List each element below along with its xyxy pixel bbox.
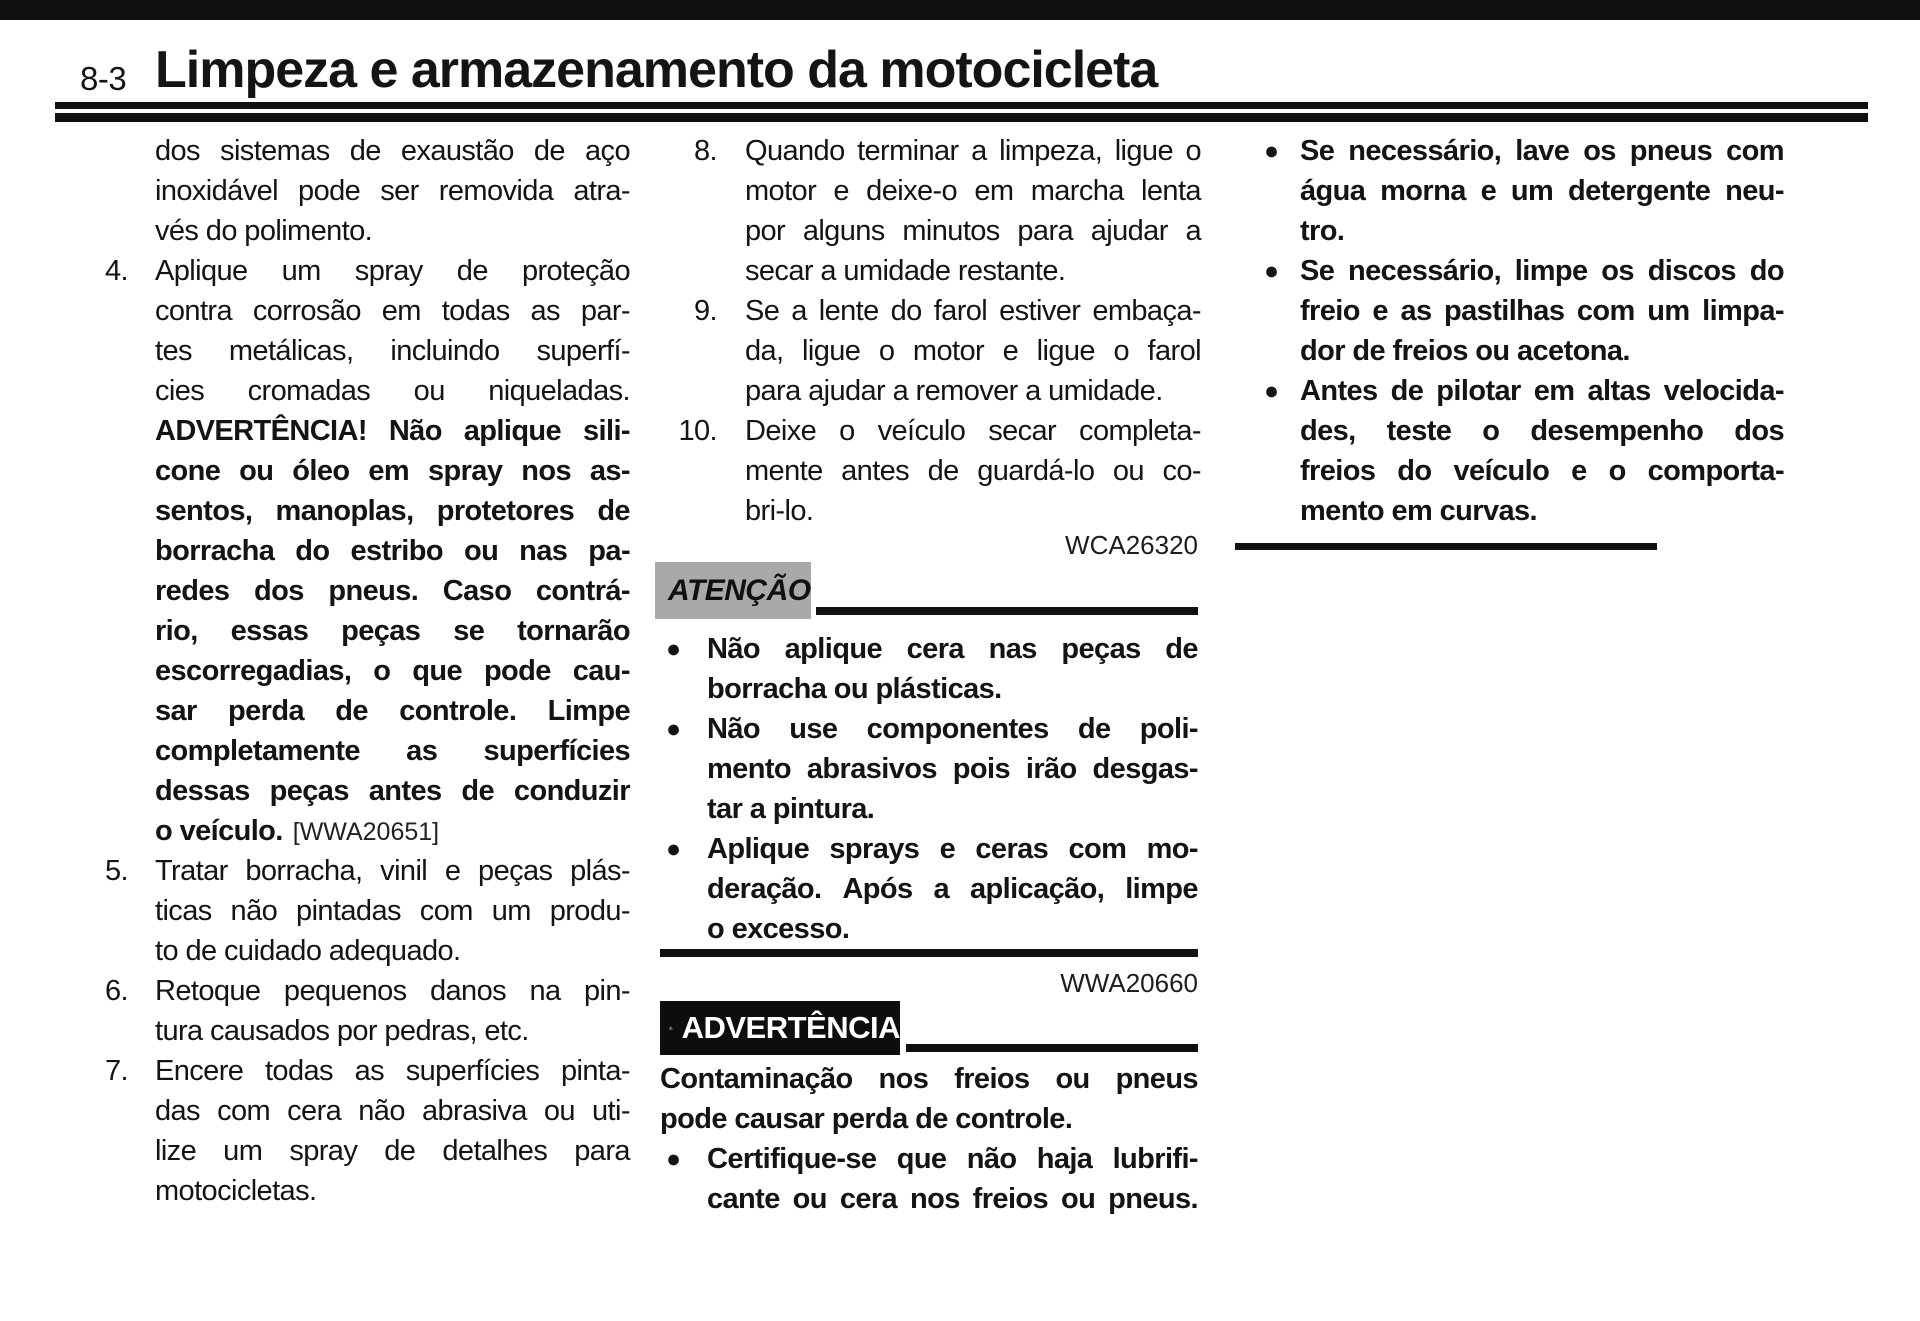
attention-label: ATENÇÃO <box>668 574 811 607</box>
line-text: to de cuidado adequado. <box>155 935 461 967</box>
bullet-icon: ● <box>666 1145 681 1173</box>
text-line <box>103 691 630 731</box>
line-text: dor de freios ou acetona. <box>1300 335 1630 367</box>
line-text: tar a pintura. <box>707 793 875 825</box>
line-text: freios do veículo e o comporta- <box>1300 455 1784 487</box>
line-text: o veículo. [WWA20651] <box>155 815 440 847</box>
text-line <box>103 331 630 371</box>
warning-triangle-icon <box>669 1008 673 1048</box>
text-line <box>103 731 630 771</box>
line-text: mento abrasivos pois irão desgas- <box>707 753 1198 785</box>
text-line <box>673 371 1201 411</box>
text-line <box>1264 411 1784 451</box>
text-line <box>103 811 630 851</box>
column-3-divider-rule <box>1235 543 1657 550</box>
text-line <box>660 1099 1198 1139</box>
text-line <box>660 829 1198 869</box>
line-text: água morna e um detergente neu- <box>1300 175 1784 207</box>
line-text: Certifique-se que não haja lubrifi- <box>707 1143 1198 1175</box>
text-line <box>660 1179 1198 1219</box>
line-text: Contaminação nos freios ou pneus <box>660 1063 1198 1095</box>
line-text: borracha ou plásticas. <box>707 673 1002 705</box>
line-text: por alguns minutos para ajudar a <box>745 215 1201 247</box>
column-3-bullet-list <box>1264 131 1784 531</box>
text-line <box>1264 371 1784 411</box>
bullet-icon: ● <box>666 715 681 743</box>
list-number: 5. <box>105 855 128 887</box>
line-text: Se necessário, lave os pneus com <box>1300 135 1784 167</box>
text-line <box>103 931 630 971</box>
text-line <box>103 1091 630 1131</box>
line-text: cante ou cera nos freios ou pneus. <box>707 1183 1198 1215</box>
inline-document-code: [WWA20651] <box>292 818 440 846</box>
header-rule-thin <box>55 102 1868 109</box>
line-text: tura causados por pedras, etc. <box>155 1015 529 1047</box>
text-line <box>1264 171 1784 211</box>
text-line <box>660 909 1198 949</box>
line-text: motor e deixe-o em marcha lenta <box>745 175 1201 207</box>
text-line <box>673 291 1201 331</box>
line-text: Tratar borracha, vinil e peças plás- <box>155 855 630 887</box>
bullet-icon: ● <box>666 635 681 663</box>
line-text: vés do polimento. <box>155 215 373 247</box>
text-line <box>103 211 630 251</box>
text-line <box>660 1139 1198 1179</box>
line-text: rio, essas peças se tornarão <box>155 615 630 647</box>
text-line <box>1264 251 1784 291</box>
text-line <box>103 251 630 291</box>
page-number: 8-3 <box>80 60 127 97</box>
text-line <box>103 451 630 491</box>
bullet-icon: ● <box>1264 257 1279 285</box>
text-line <box>103 1131 630 1171</box>
line-text: Antes de pilotar em altas velocida- <box>1300 375 1784 407</box>
line-text: tes metálicas, incluindo superfí- <box>155 335 630 367</box>
line-text: mento em curvas. <box>1300 495 1537 527</box>
text-line <box>660 1059 1198 1099</box>
list-number: 10. <box>678 415 717 447</box>
text-line <box>103 611 630 651</box>
line-text: da, ligue o motor e ligue o farol <box>745 335 1201 367</box>
text-line <box>1264 211 1784 251</box>
attention-header <box>655 562 811 619</box>
line-text: ticas não pintadas com um produ- <box>155 895 630 927</box>
list-number: 6. <box>105 975 128 1007</box>
text-line <box>673 171 1201 211</box>
text-line <box>660 749 1198 789</box>
text-line <box>673 491 1201 531</box>
line-text: das com cera não abrasiva ou uti- <box>155 1095 630 1127</box>
text-line <box>103 1011 630 1051</box>
page-title: Limpeza e armazenamento da motocicleta <box>155 41 1158 99</box>
line-text: pode causar perda de controle. <box>660 1103 1073 1135</box>
line-text: dos sistemas de exaustão de aço <box>155 135 630 167</box>
line-text: cone ou óleo em spray nos as- <box>155 455 630 487</box>
text-line <box>673 411 1201 451</box>
line-text: cies cromadas ou niqueladas. <box>155 375 630 407</box>
line-text: deração. Após a aplicação, limpe <box>707 873 1198 905</box>
text-line <box>1264 291 1784 331</box>
line-text: freio e as pastilhas com um limpa- <box>1300 295 1784 327</box>
text-line <box>103 651 630 691</box>
line-text: Retoque pequenos danos na pin- <box>155 975 630 1007</box>
line-text: Não use componentes de poli- <box>707 713 1198 745</box>
list-number: 8. <box>694 135 717 167</box>
line-text: Se a lente do farol estiver embaça- <box>745 295 1201 327</box>
text-line <box>673 211 1201 251</box>
line-text: lize um spray de detalhes para <box>155 1135 630 1167</box>
text-line <box>103 851 630 891</box>
section-divider-rule <box>660 949 1198 957</box>
line-text: redes dos pneus. Caso contrá- <box>155 575 630 607</box>
text-line <box>103 771 630 811</box>
document-code-wwa: WWA20660 <box>1060 968 1198 998</box>
line-text: sentos, manoplas, protetores de <box>155 495 630 527</box>
line-text: Aplique sprays e ceras com mo- <box>707 833 1198 865</box>
line-text: motocicletas. <box>155 1175 317 1207</box>
line-text: sar perda de controle. Limpe <box>155 695 630 727</box>
document-code-wca: WCA26320 <box>1065 530 1198 560</box>
column-2-numbered-list <box>673 131 1201 531</box>
line-text: inoxidável pode ser removida atra- <box>155 175 630 207</box>
line-text: o excesso. <box>707 913 850 945</box>
text-line <box>673 331 1201 371</box>
text-line <box>103 171 630 211</box>
line-text: dessas peças antes de conduzir <box>155 775 630 807</box>
header-rule-thick <box>55 113 1868 122</box>
text-line <box>1264 491 1784 531</box>
list-number: 4. <box>105 255 128 287</box>
line-text: para ajudar a remover a umidade. <box>745 375 1163 407</box>
line-text: des, teste o desempenho dos <box>1300 415 1784 447</box>
text-line <box>1264 451 1784 491</box>
text-line <box>103 1051 630 1091</box>
text-line <box>103 491 630 531</box>
line-text: Aplique um spray de proteção <box>155 255 630 287</box>
text-line <box>660 629 1198 669</box>
line-text: mente antes de guardá-lo ou co- <box>745 455 1201 487</box>
line-text: Deixe o veículo secar completa- <box>745 415 1201 447</box>
top-black-bar <box>0 0 1920 20</box>
text-line <box>103 1171 630 1211</box>
line-text: Não aplique cera nas peças de <box>707 633 1198 665</box>
line-text: ADVERTÊNCIA! Não aplique sili- <box>155 415 630 447</box>
list-number: 7. <box>105 1055 128 1087</box>
bullet-icon: ● <box>1264 377 1279 405</box>
text-line <box>103 531 630 571</box>
column-1 <box>103 131 630 1211</box>
line-text: escorregadias, o que pode cau- <box>155 655 630 687</box>
text-line <box>103 131 630 171</box>
text-line <box>660 709 1198 749</box>
text-line <box>673 251 1201 291</box>
attention-rule <box>816 607 1198 615</box>
text-line <box>103 571 630 611</box>
line-text: Encere todas as superfícies pinta- <box>155 1055 630 1087</box>
warning-body <box>660 1059 1198 1219</box>
line-text: completamente as superfícies <box>155 735 630 767</box>
text-line <box>1264 131 1784 171</box>
warning-rule <box>906 1044 1198 1052</box>
attention-bullet-list <box>660 629 1198 949</box>
text-line <box>660 789 1198 829</box>
text-line <box>103 411 630 451</box>
line-text: Se necessário, limpe os discos do <box>1300 255 1784 287</box>
text-line <box>660 869 1198 909</box>
line-text: Quando terminar a limpeza, ligue o <box>745 135 1201 167</box>
text-line <box>1264 331 1784 371</box>
text-line <box>103 891 630 931</box>
text-line <box>673 131 1201 171</box>
text-line <box>103 291 630 331</box>
list-number: 9. <box>694 295 717 327</box>
warning-label: ADVERTÊNCIA <box>681 1010 900 1045</box>
line-text: borracha do estribo ou nas pa- <box>155 535 630 567</box>
bullet-icon: ● <box>1264 137 1279 165</box>
bullet-icon: ● <box>666 835 681 863</box>
text-line <box>103 371 630 411</box>
line-text: secar a umidade restante. <box>745 255 1066 287</box>
line-text: contra corrosão em todas as par- <box>155 295 630 327</box>
line-text: tro. <box>1300 215 1345 247</box>
line-text: bri-lo. <box>745 495 814 527</box>
text-line <box>103 971 630 1011</box>
warning-header <box>660 1001 900 1055</box>
text-line <box>673 451 1201 491</box>
text-line <box>660 669 1198 709</box>
